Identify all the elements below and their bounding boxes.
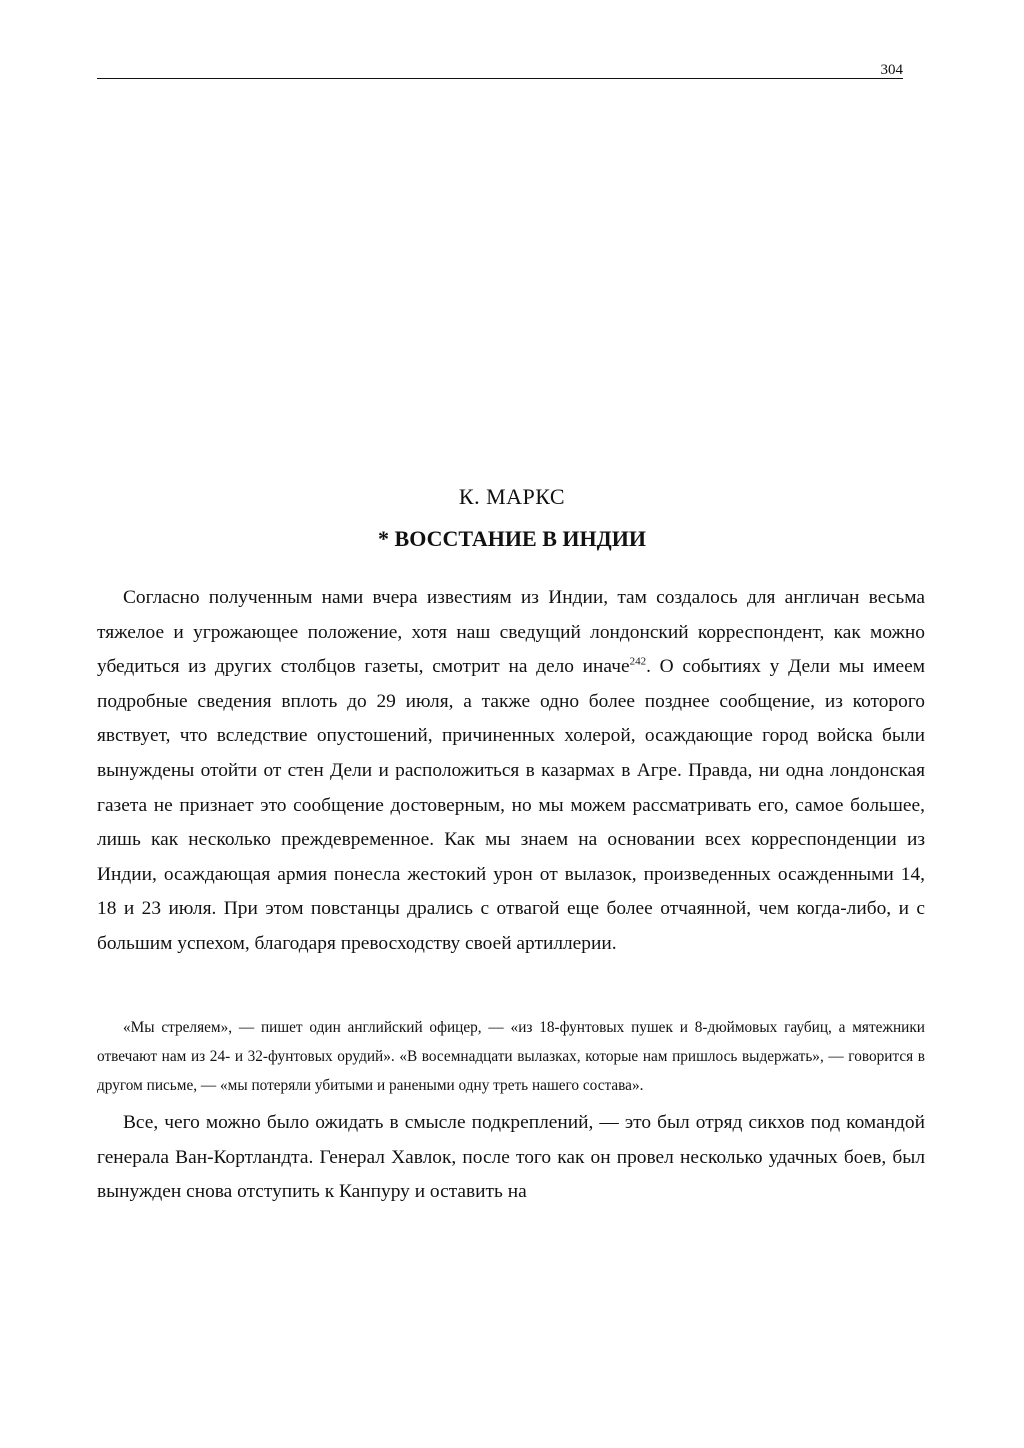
footnote-reference[interactable]: 242 [629, 655, 647, 668]
page-header [97, 60, 903, 79]
block-quote [97, 1013, 925, 1100]
body-paragraph-2 [97, 1106, 925, 1210]
quote-text: «Мы стреляем», — пишет один английский офицер, — «из 18-фунтовых пушек и 8-дюймовых гаубиц, а мятежники отвечают нам из 24- и 32-фунтовых орудий». «В восемнадцати вылазках, которые нам пришлось выдержать», — говорится в другом письме, — «мы потеряли убитыми и ранеными одну треть нашего состава». [97, 1019, 925, 1094]
paragraph-text [97, 581, 925, 962]
page-number: 304 [880, 62, 903, 78]
paragraph-text-part-1: Согласно полученным нами вчера известиям из Индии, там создалось для англичан весьма тяжелое и угрожающее положение, хотя наш сведущий лондонский корреспондент, как можно убедиться из других столбцов газеты, смотрит на дело иначе [97, 587, 925, 678]
author-name: К. МАРКС [458, 484, 566, 509]
body-paragraph-1 [97, 581, 925, 962]
paragraph-text: Все, чего можно было ожидать в смысле подкреплений, — это был отряд сикхов под командой генерала Ван-Кортландта. Генерал Хавлок, после того как он провел несколько удачных боев, был вынужден снова отступить к Канпуру и оставить на [97, 1112, 925, 1203]
article-title: * ВОССТАНИЕ В ИНДИИ [378, 526, 646, 551]
paragraph-text-part-2: . О событиях у Дели мы имеем подробные сведения вплоть до 29 июля, а также одно более позднее сообщение, из которого явствует, что вследствие опустошений, причиненных холерой, осаждающие город войска были вынуждены отойти от стен Дели и расположиться в казармах в Агре. Правда, ни одна лондонская газета не признает это сообщение достоверным, но мы можем рассматривать его, самое большее, лишь как несколько преждевременное. Как мы знаем на основании всех корреспонденции из Индии, осаждающая армия понесла жестокий урон от вылазок, произведенных осажденными 14, 18 и 23 июля. При этом повстанцы дрались с отвагой еще более отчаянной, чем когда-либо, и с большим успехом, благодаря превосходству своей артиллерии. [97, 656, 925, 954]
